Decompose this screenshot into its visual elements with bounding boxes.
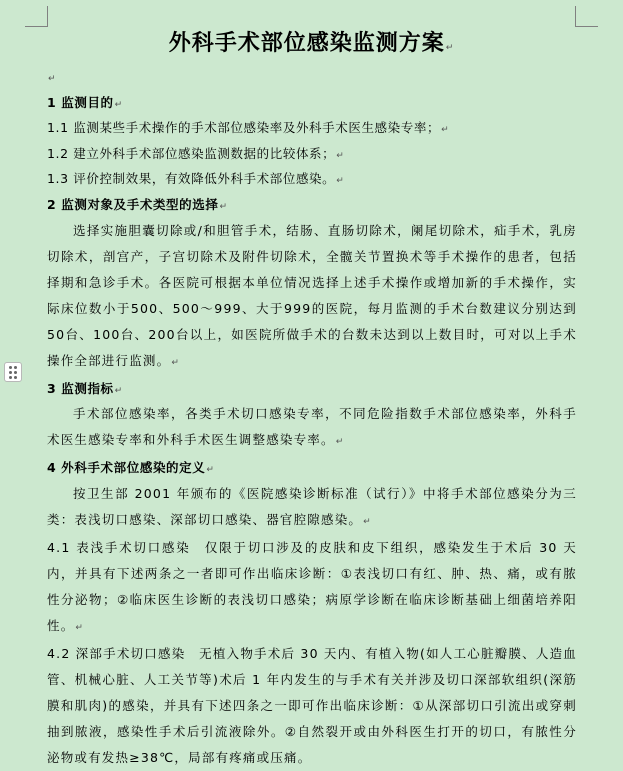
paragraph-mark-icon: ↵	[75, 622, 85, 633]
list-item: 1.3 评价控制效果，有效降低外科手术部位感染。↵	[47, 171, 345, 187]
section-heading: 2 监测对象及手术类型的选择↵	[47, 196, 228, 212]
list-item: 1.1 监测某些手术操作的手术部位感染率及外科手术医生感染专率；↵	[47, 120, 450, 136]
body-paragraph: 4.2 深部手术切口感染 无植入物手术后 30 天内、有植入物(如人工心脏瓣膜、人造血管、机械心脏、人工关节等)术后 1 年内发生的与手术有关并涉及切口深部软组织(深筋膜和肌肉)的感染，并具有下述四条之一即可作出临床诊断：①从深部切口引流出或穿刺抽到脓液，感染性手术后引流液除外。②自然裂开或由外科医生打开的切口，有脓性分泌物或有发热≥38℃，局部有疼痛或压痛。	[47, 645, 577, 765]
paragraph-mark-icon: ↵	[114, 385, 123, 396]
empty-line	[47, 64, 577, 90]
page-corner-mark-top-left	[25, 6, 48, 27]
paragraph-mark-icon: ↵	[206, 465, 215, 476]
paragraph-mark-icon: ↵	[335, 437, 345, 448]
paragraph-mark-icon: ↵	[48, 74, 57, 84]
section-heading: 1 监测目的↵	[47, 94, 123, 110]
paragraph-mark-icon: ↵	[445, 43, 455, 53]
section-heading: 4 外科手术部位感染的定义↵	[47, 460, 215, 476]
body-paragraph: 4.1 表浅手术切口感染 仅限于切口涉及的皮肤和皮下组织，感染发生于术后 30 天内，并具有下述两条之一者即可作出临床诊断：①表浅切口有红、肿、热、痛，或有脓性分泌物；②临床医生诊断的表浅切口感染；病原学诊断在临床诊断基础上细菌培养阳性。↵	[47, 539, 577, 633]
paragraph-mark-icon: ↵	[114, 99, 123, 110]
body-paragraph: 按卫生部 2001 年颁布的《医院感染诊断标准（试行）》中将手术部位感染分为三类：表浅切口感染、深部切口感染、器官腔隙感染。↵	[47, 485, 577, 527]
list-item: 1.2 建立外科手术部位感染监测数据的比较体系；↵	[47, 145, 345, 161]
page-corner-mark-top-right	[575, 6, 598, 27]
paragraph-mark-icon: ↵	[363, 516, 372, 527]
body-paragraph: 手术部位感染率，各类手术切口感染专率，不同危险指数手术部位感染率，外科手术医生感染专率和外科手术医生调整感染专率。↵	[47, 406, 577, 448]
document-title: 外科手术部位感染监测方案↵	[168, 31, 455, 56]
section-heading: 3 监测指标↵	[47, 380, 123, 396]
paragraph-mark-icon: ↵	[441, 125, 450, 136]
body-paragraph: 选择实施胆囊切除或/和胆管手术，结肠、直肠切除术，阑尾切除术，疝手术，乳房切除术，剖宫产，子宫切除术及附件切除术，全髋关节置换术等手术操作的患者，包括择期和急诊手术。各医院可根据本单位情况选择上述手术操作或增加新的手术操作，实际床位数小于500、500～999、大于999的医院，每月监测的手术台数建议分别达到50台、100台、200台以上，如医院所做手术的台数未达到以上数目时，可对以上手术操作全部进行监测。↵	[47, 222, 577, 368]
paragraph-mark-icon: ↵	[171, 357, 181, 368]
paragraph-mark-icon: ↵	[219, 201, 228, 212]
paragraph-mark-icon: ↵	[336, 176, 345, 187]
drag-handle-icon[interactable]	[4, 362, 22, 382]
paragraph-mark-icon: ↵	[336, 150, 345, 161]
document-body	[47, 64, 577, 771]
